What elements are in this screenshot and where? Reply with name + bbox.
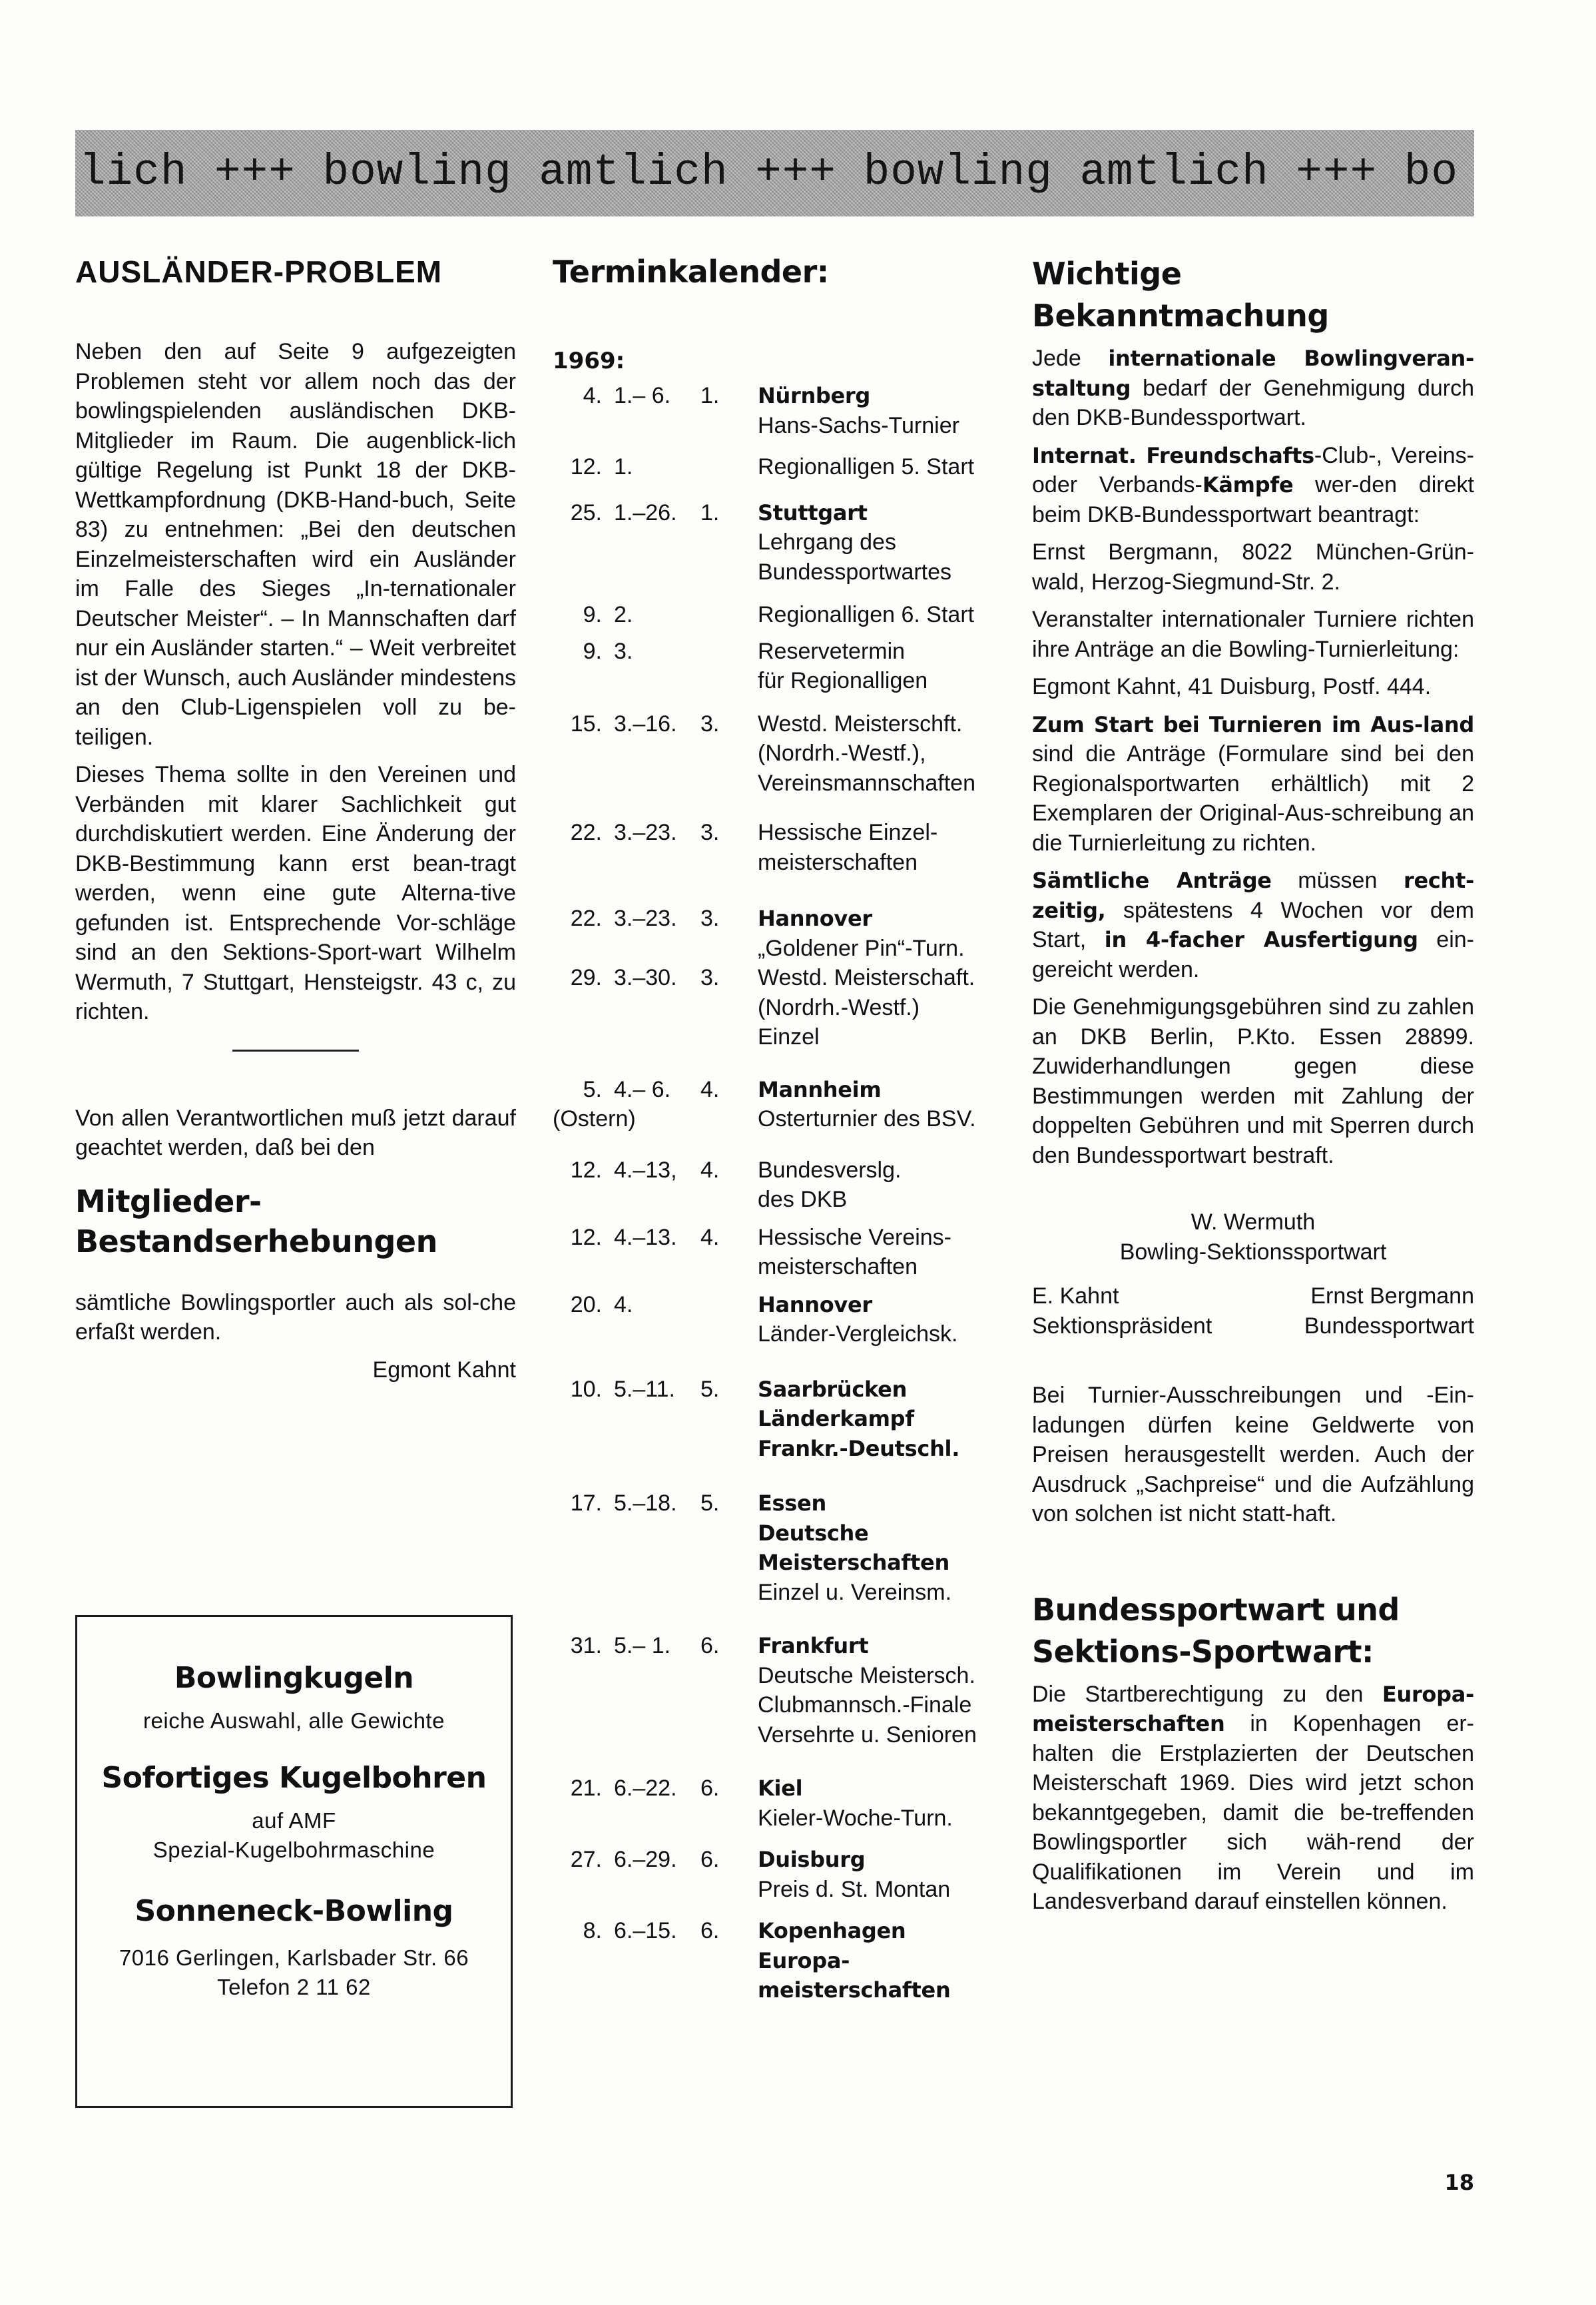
date-note: (Ostern) [553, 1106, 636, 1132]
calendar-entry [553, 600, 999, 630]
date-part: 22. [570, 820, 602, 845]
article-paragraph: Neben den auf Seite 9 aufgezeigten Problemen steht vor allem noch das der bowlingspielenden ausländischen DKB-Mitglieder im Raum. Die augenblick-lich gültige Regelung ist Punkt 18 der DKB-Wettkampfordnung (DKB-Hand-buch, Seite 83) zu entnehmen: „Bei den deutschen Einzelmeisterschaften wird ein Ausländer im Falle des Sieges „In-ternationaler Deutscher Meister“. – In Mannschaften darf nur ein Ausländer starten.“ – Weit verbreitet ist der Wunsch, auch Ausländer mindestens an den Club-Ligenspielen voll zu be-teiligen. [75, 339, 516, 750]
entry-event: Hessische Einzel- [758, 820, 938, 845]
entry-description [758, 1774, 999, 1833]
entry-location: Hannover [758, 906, 872, 931]
entry-description [758, 381, 999, 440]
header-banner [75, 130, 1474, 216]
title-line: Wichtige [1032, 256, 1182, 292]
ad-text: auf AMF [252, 1808, 336, 1833]
calendar-entry [553, 963, 999, 1052]
date-part: 6. [700, 1776, 720, 1801]
date-part: 29. [570, 965, 602, 990]
calendar-entry [553, 1075, 999, 1134]
date-part: 31. [570, 1633, 602, 1658]
date-part: 5.–11. [614, 1376, 676, 1402]
ad-text: reiche Auswahl, alle Gewichte [143, 1708, 445, 1733]
left-column [75, 253, 516, 1385]
date-part: 6.–22. [614, 1776, 677, 1801]
ad-address: 7016 Gerlingen, Karlsbader Str. 66 [119, 1945, 469, 1970]
date-part: 3.–23. [614, 906, 677, 931]
ad-text: Spezial-Kugelbohrmaschine [152, 1837, 435, 1862]
entry-location: Duisburg [758, 1847, 866, 1872]
date-part: 4.–13. [614, 1224, 677, 1250]
announcement-paragraph: Jede internationale Bowlingveran-staltung bedarf der Genehmigung durch den DKB-Bundessportwart. [1032, 346, 1474, 430]
signature-wermuth [1032, 1207, 1474, 1267]
entry-event: Regionalligen 6. Start [758, 602, 975, 627]
entry-event: Bundessportwartes [758, 559, 952, 585]
section-divider [232, 1050, 359, 1052]
entry-description [758, 1155, 999, 1215]
entry-description [758, 1375, 999, 1464]
announcement-title [1032, 253, 1474, 337]
entry-location: Essen [758, 1490, 826, 1516]
entry-event: meisterschaften [758, 1254, 918, 1279]
date-part: 4. [583, 383, 602, 408]
date-part: 20. [570, 1291, 602, 1317]
signature-pair [1032, 1281, 1474, 1341]
date-part: 27. [570, 1847, 602, 1872]
calendar-entry [553, 904, 999, 963]
date-part: 6. [700, 1847, 720, 1872]
ad-headline: Sonneneck-Bowling [134, 1894, 453, 1928]
signature-name: E. Kahnt [1032, 1283, 1119, 1309]
calendar-entry [553, 1774, 999, 1833]
date-part: 6. [700, 1918, 720, 1943]
entry-event: (Nordrh.-Westf.) [758, 994, 920, 1020]
signature-role: Bundessportwart [1304, 1313, 1474, 1339]
entry-event: (Nordrh.-Westf.), [758, 741, 926, 766]
announcement-paragraph: Zum Start bei Turnieren im Aus-land sind die Anträge (Formulare sind bei den Regionalsportwarten erhältlich) mit 2 Exemplaren der Original-Aus-schreibung an die Turnierleitung zu richten. [1032, 711, 1474, 856]
entry-location: Mannheim [758, 1076, 882, 1102]
date-part: 9. [583, 638, 602, 664]
date-part: 4. [700, 1224, 720, 1250]
address-paragraph: Egmont Kahnt, 41 Duisburg, Postf. 444. [1032, 674, 1432, 699]
entry-description [758, 452, 999, 482]
signature-role: Sektionspräsident [1032, 1313, 1212, 1339]
ad-phone: Telefon 2 11 62 [217, 1975, 371, 1999]
entry-description [758, 1631, 999, 1750]
date-part: 3. [700, 820, 720, 845]
date-part: 3. [700, 965, 720, 990]
calendar-entry [553, 381, 999, 440]
date-part: 1.–26. [614, 499, 677, 525]
calendar-entry [553, 818, 999, 877]
entry-event-bold: meisterschaften [758, 1977, 951, 2003]
entry-event-bold: Frankr.-Deutschl. [758, 1435, 960, 1461]
entry-location: Stuttgart [758, 499, 868, 525]
date-part: 5. [700, 1490, 720, 1516]
date-part: 12. [570, 454, 602, 480]
announcement-paragraph: Bei Turnier-Ausschreibungen und -Ein-ladungen dürfen keine Geldwerte von Preisen herausgestellt werden. Auch der Ausdruck „Sachpreise“ und die Aufzählung von solchen ist nicht statt-haft. [1032, 1383, 1474, 1526]
date-part: 4.–13, [614, 1157, 677, 1183]
entry-event-bold: Europa- [758, 1947, 850, 1973]
entry-event-bold: Meisterschaften [758, 1550, 949, 1575]
entry-event: „Goldener Pin“-Turn. [758, 935, 965, 961]
entry-event: Hans-Sachs-Turnier [758, 412, 959, 438]
entry-event-bold: Deutsche [758, 1520, 869, 1546]
entry-description [758, 1916, 999, 2005]
author-signature: Egmont Kahnt [372, 1357, 516, 1383]
calendar-entry [553, 637, 999, 696]
article-paragraph: Dieses Thema sollte in den Vereinen und Verbänden mit klarer Sachlichkeit gut durchdiskutiert werden. Eine Änderung der DKB-Bestimmung kann erst bean-tragt werden, wenn eine gute Alterna-tive gefunden ist. Entsprechende Vor-schläge sind an den Sektions-Sport-wart Wilhelm Wermuth, 7 Stuttgart, Hensteigstr. 43 c, zu richten. [75, 762, 516, 1024]
entry-event: des DKB [758, 1187, 848, 1212]
announcement-paragraph: Sämtliche Anträge müssen recht-zeitig, spätestens 4 Wochen vor dem Start, in 4-facher Ausfertigung ein-gereicht werden. [1032, 868, 1474, 982]
date-part: 9. [583, 602, 602, 627]
section-title-sportwart [1032, 1589, 1474, 1673]
entry-event: Versehrte u. Senioren [758, 1722, 977, 1748]
date-part: 17. [570, 1490, 602, 1516]
ad-headline: Bowlingkugeln [174, 1661, 414, 1695]
address-paragraph: Ernst Bergmann, 8022 München-Grün-wald, Herzog-Siegmund-Str. 2. [1032, 539, 1474, 595]
date-part: 12. [570, 1224, 602, 1250]
calendar-entry [553, 1631, 999, 1750]
calendar-entry [553, 1488, 999, 1607]
title-line: Mitglieder- [75, 1183, 262, 1219]
entry-event: für Regionalligen [758, 668, 928, 693]
signature-bergmann [1304, 1281, 1474, 1341]
entry-event: Preis d. St. Montan [758, 1876, 951, 1902]
date-part: 1. [614, 454, 633, 480]
calendar-entry [553, 709, 999, 799]
date-part: 6.–15. [614, 1918, 677, 1943]
advertisement-box [75, 1615, 513, 2108]
entry-description [758, 1290, 999, 1349]
right-column [1032, 253, 1474, 1917]
date-part: 1. [700, 499, 720, 525]
announcement-paragraph: Die Genehmigungsgebühren sind zu zahlen an DKB Berlin, P.Kto. Essen 28899. Zuwiderhandlungen gegen diese Bestimmungen werden mit Zahlung der doppelten Gebühren und mit Sperren durch den Bundessportwart bestraft. [1032, 994, 1474, 1168]
entry-description [758, 637, 999, 696]
entry-event: Westd. Meisterschft. [758, 711, 963, 737]
date-part: 5.– 1. [614, 1633, 671, 1658]
signature-name: W. Wermuth [1191, 1209, 1316, 1235]
signature-name: Ernst Bergmann [1310, 1283, 1474, 1309]
entry-location: Nürnberg [758, 383, 871, 408]
page-number: 18 [1444, 2170, 1474, 2195]
title-line: Bundessportwart und [1032, 1591, 1400, 1628]
signature-kahnt [1032, 1281, 1212, 1341]
date-part: 3.–16. [614, 711, 677, 737]
calendar-entry [553, 452, 999, 482]
date-part: 4. [700, 1157, 720, 1183]
date-part: 12. [570, 1157, 602, 1183]
date-part: 4.– 6. [614, 1076, 671, 1102]
entry-event: Einzel u. Vereinsm. [758, 1579, 952, 1605]
date-part: 6.–29. [614, 1847, 677, 1872]
banner-text: lich +++ bowling amtlich +++ bowling amtlich +++ bo [79, 147, 1458, 197]
entry-event: Kieler-Woche-Turn. [758, 1805, 953, 1831]
entry-location: Saarbrücken [758, 1376, 908, 1402]
date-part: 1.– 6. [614, 383, 671, 408]
date-part: 21. [570, 1776, 602, 1801]
date-part: 5. [583, 1076, 602, 1102]
date-part: 3. [700, 906, 720, 931]
entry-event: Clubmannsch.-Finale [758, 1692, 972, 1718]
entry-description [758, 1075, 999, 1134]
entry-event: Vereinsmannschaften [758, 770, 975, 796]
calendar-entry [553, 498, 999, 587]
date-part: 10. [570, 1376, 602, 1402]
announcement-paragraph: Die Startberechtigung zu den Europa-meisterschaften in Kopenhagen er-halten die Erstplazierten der Deutschen Meisterschaft 1969. Dies wird jetzt schon bekanntgegeben, damit die be-treffenden Bowlingsportler sich wäh-rend der Qualifikationen im Verein und im Landesverband darauf einstellen können. [1032, 1681, 1474, 1914]
entry-event: Bundesverslg. [758, 1157, 902, 1183]
announcement-paragraph: Internat. Freundschafts-Club-, Vereins- oder Verbands-Kämpfe wer-den direkt beim DKB-Bundessportwart beantragt: [1032, 442, 1474, 527]
date-part: 25. [570, 499, 602, 525]
date-part: 5.–18. [614, 1490, 677, 1516]
date-part: 3.–23. [614, 820, 677, 845]
date-part: 5. [700, 1376, 720, 1402]
calendar-entry [553, 1916, 999, 2005]
entry-description [758, 498, 999, 587]
title-line: Sektions-Sportwart: [1032, 1633, 1374, 1670]
date-part: 3.–30. [614, 965, 677, 990]
date-part: 4. [700, 1076, 720, 1102]
signature-role: Bowling-Sektionssportwart [1119, 1239, 1387, 1265]
entry-location: Frankfurt [758, 1633, 869, 1658]
entry-event: Westd. Meisterschaft. [758, 965, 975, 990]
article-paragraph: Von allen Verantwortlichen muß jetzt darauf geachtet werden, daß bei den [75, 1105, 516, 1160]
entry-description [758, 709, 999, 799]
title-line: Bekanntmachung [1032, 298, 1329, 334]
entry-event-bold: Länderkampf [758, 1406, 914, 1431]
entry-description [758, 600, 999, 630]
entry-event: Regionalligen 5. Start [758, 454, 975, 480]
calendar-year: 1969: [553, 348, 625, 374]
calendar-entry [553, 1155, 999, 1215]
article-title-mitglieder [75, 1181, 516, 1261]
entry-event: Reservetermin [758, 638, 906, 664]
article-paragraph: sämtliche Bowlingsportler auch als sol-che erfaßt werden. [75, 1289, 516, 1345]
entry-description [758, 963, 999, 1052]
date-part: 22. [570, 906, 602, 931]
calendar-entry [553, 1290, 999, 1349]
calendar-column [553, 253, 999, 2005]
entry-description [758, 1845, 999, 1904]
date-part: 1. [700, 383, 720, 408]
calendar-entry [553, 1223, 999, 1282]
title-line: Bestandserhebungen [75, 1223, 437, 1259]
entry-event: meisterschaften [758, 849, 918, 875]
date-part: 15. [570, 711, 602, 737]
entry-description [758, 904, 999, 963]
calendar-list [553, 381, 999, 2005]
entry-event: Lehrgang des [758, 529, 896, 555]
entry-event: Osterturnier des BSV. [758, 1106, 976, 1132]
date-part: 6. [700, 1633, 720, 1658]
entry-location: Kiel [758, 1776, 803, 1801]
entry-event: Deutsche Meistersch. [758, 1662, 975, 1688]
announcement-paragraph: Veranstalter internationaler Turniere richten ihre Anträge an die Bowling-Turnierleitung: [1032, 607, 1474, 662]
article-title-auslaender: AUSLÄNDER-PROBLEM [75, 254, 443, 289]
entry-description [758, 1223, 999, 1282]
date-part: 3. [614, 638, 633, 664]
entry-event: Länder-Vergleichsk. [758, 1321, 958, 1347]
date-part: 2. [614, 602, 633, 627]
entry-location: Hannover [758, 1291, 872, 1317]
ad-headline: Sofortiges Kugelbohren [101, 1761, 487, 1795]
entry-location: Kopenhagen [758, 1918, 906, 1943]
date-part: 4. [614, 1291, 633, 1317]
entry-description [758, 1488, 999, 1607]
entry-description [758, 818, 999, 877]
calendar-entry [553, 1845, 999, 1904]
entry-event: Hessische Vereins- [758, 1224, 952, 1250]
date-part: 3. [700, 711, 720, 737]
date-part: 8. [583, 1918, 602, 1943]
calendar-entry [553, 1375, 999, 1464]
entry-event: Einzel [758, 1024, 820, 1050]
calendar-title: Terminkalender: [553, 254, 829, 290]
